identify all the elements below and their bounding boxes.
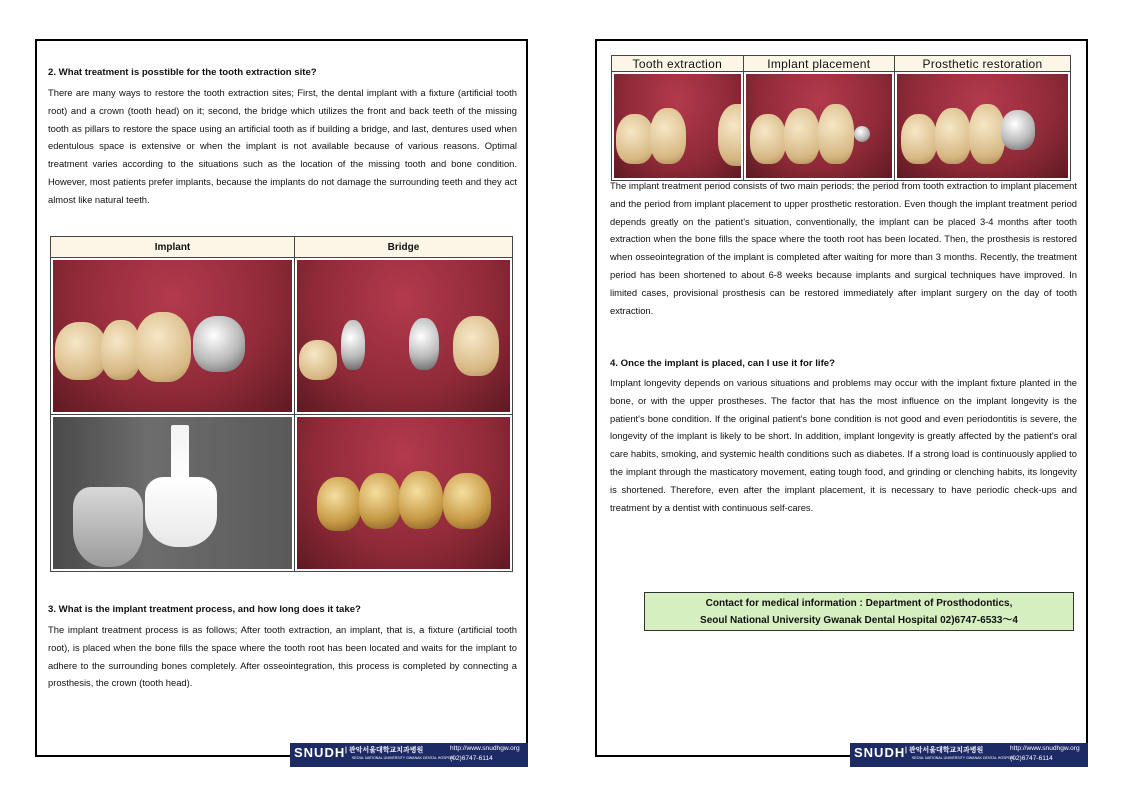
implant-placement-photo: [746, 74, 892, 178]
hospital-phone: (02)6747-6114: [450, 755, 493, 762]
tooth-extraction-header: Tooth extraction: [612, 56, 744, 72]
extraction-photo-cell: [612, 72, 744, 181]
q4-paragraph: Implant longevity depends on various situations and problems may occur with the implant fixture planted in the bone, or with the upper prostheses. The factor that has the most influence on the implant longevity is the patient's bone condition. If the original patient's bone condition is not good and even periodontitis is severe, the longevity of the implant is likely to be short. In addition, implant longevity is greatly affected by the patient's oral care habits, smoking, and systemic health conditions such as diabetes. If a strong load is continuously applied to the implant through the masticatory movement, eating tough food, and grinding or clenching habits, its longevity is shortened. Therefore, even after the implant placement, it is necessary to have periodic check-ups and treatment by a dentist with continuous self-cares.: [610, 377, 1077, 513]
snudh-logo: SNUDH: [854, 745, 906, 760]
hospital-url[interactable]: http://www.snudhgw.org: [1010, 745, 1080, 752]
bridge-photo-cell: [294, 258, 512, 415]
implant-steps-table: [611, 55, 1071, 181]
contact-box: [644, 592, 1074, 631]
hospital-url[interactable]: http://www.snudhgw.org: [450, 745, 520, 752]
hospital-korean-name: | 관악서울대학교치과병원: [905, 747, 984, 754]
xray-cell: [51, 415, 295, 572]
implant-column-header: Implant: [51, 237, 295, 258]
contact-line-1: Contact for medical information : Department of Prosthodontics,: [705, 598, 1013, 609]
q3-paragraph: The implant treatment process is as follows; After tooth extraction, an implant, that is, a fixture (artificial tooth root), is placed when the bone fills the space where the tooth root has been located and waits for the implant to adhere to the surrounding bones completely. After osseointegration, this process is completed by connecting a prosthesis, the crown (tooth head).: [48, 624, 517, 689]
left-page: [35, 39, 528, 762]
q2-paragraph: There are many ways to restore the tooth extraction sites; First, the dental implant with a fixture (artificial tooth root) and a crown (tooth head) on it; second, the bridge which utilizes the front and back teeth of the missing tooth as pillars to restore the space using an artificial tooth as if building a bridge, and last, dentures used when edentulous space is extensive or when the implant is not available because of various reasons. Optimal treatment varies according to the situations such as the location of the missing tooth and bone condition. However, most patients prefer implants, because the implants do not damage the surrounding teeth and they act almost like natural teeth.: [48, 87, 517, 205]
bridge-result-cell: [294, 415, 512, 572]
restoration-photo-cell: [895, 72, 1071, 181]
hospital-phone: (02)6747-6114: [1010, 755, 1053, 762]
prosthetic-restoration-header: Prosthetic restoration: [895, 56, 1071, 72]
q3-heading: 3. What is the implant treatment process, and how long does it take?: [48, 604, 361, 615]
implant-crown-photo: [53, 260, 292, 412]
gold-bridge-photo: [297, 417, 510, 569]
implant-xray-photo: [53, 417, 292, 569]
bridge-abutment-photo: [297, 260, 510, 412]
contact-line-2: Seoul National University Gwanak Dental Hospital 02)6747-6533～4: [700, 615, 1018, 626]
bridge-column-header: Bridge: [294, 237, 512, 258]
hospital-footer-right: [850, 743, 1088, 767]
right-page: [595, 39, 1088, 762]
snudh-logo: SNUDH: [294, 745, 346, 760]
implant-photo-cell: [51, 258, 295, 415]
hospital-english-name: SEOUL NATIONAL UNIVERSITY GWANAK DENTAL HOSPITAL: [352, 756, 456, 760]
q2-heading: 2. What treatment is posstible for the tooth extraction site?: [48, 67, 317, 78]
hospital-english-name: SEOUL NATIONAL UNIVERSITY GWANAK DENTAL HOSPITAL: [912, 756, 1016, 760]
prosthetic-restoration-photo: [897, 74, 1068, 178]
hospital-korean-name: | 관악서울대학교치과병원: [345, 747, 424, 754]
tooth-extraction-photo: [614, 74, 741, 178]
implant-placement-header: Implant placement: [743, 56, 894, 72]
placement-photo-cell: [743, 72, 894, 181]
implant-bridge-table: [50, 236, 513, 572]
q4-heading: 4. Once the implant is placed, can I use it for life?: [610, 358, 835, 369]
treatment-period-paragraph: The implant treatment period consists of two main periods; the period from tooth extraction to implant placement and the period from implant placement to upper prosthetic restoration. Even though the implant treatment period depends greatly on the patient's situation, conventionally, the implant can be placed 3-4 months after tooth extraction when the bone fills the space where the tooth root has been located. Then, the prosthesis is restored when osseointegration of the implant is completed after waiting for more than 3 months. Recently, the treatment period has been shortened to about 6-8 weeks because implants and surgical techniques have improved. In limited cases, provisional prosthesis can be restored immediately after implant surgery on the day of tooth extraction.: [610, 180, 1077, 316]
hospital-footer: [290, 743, 528, 767]
